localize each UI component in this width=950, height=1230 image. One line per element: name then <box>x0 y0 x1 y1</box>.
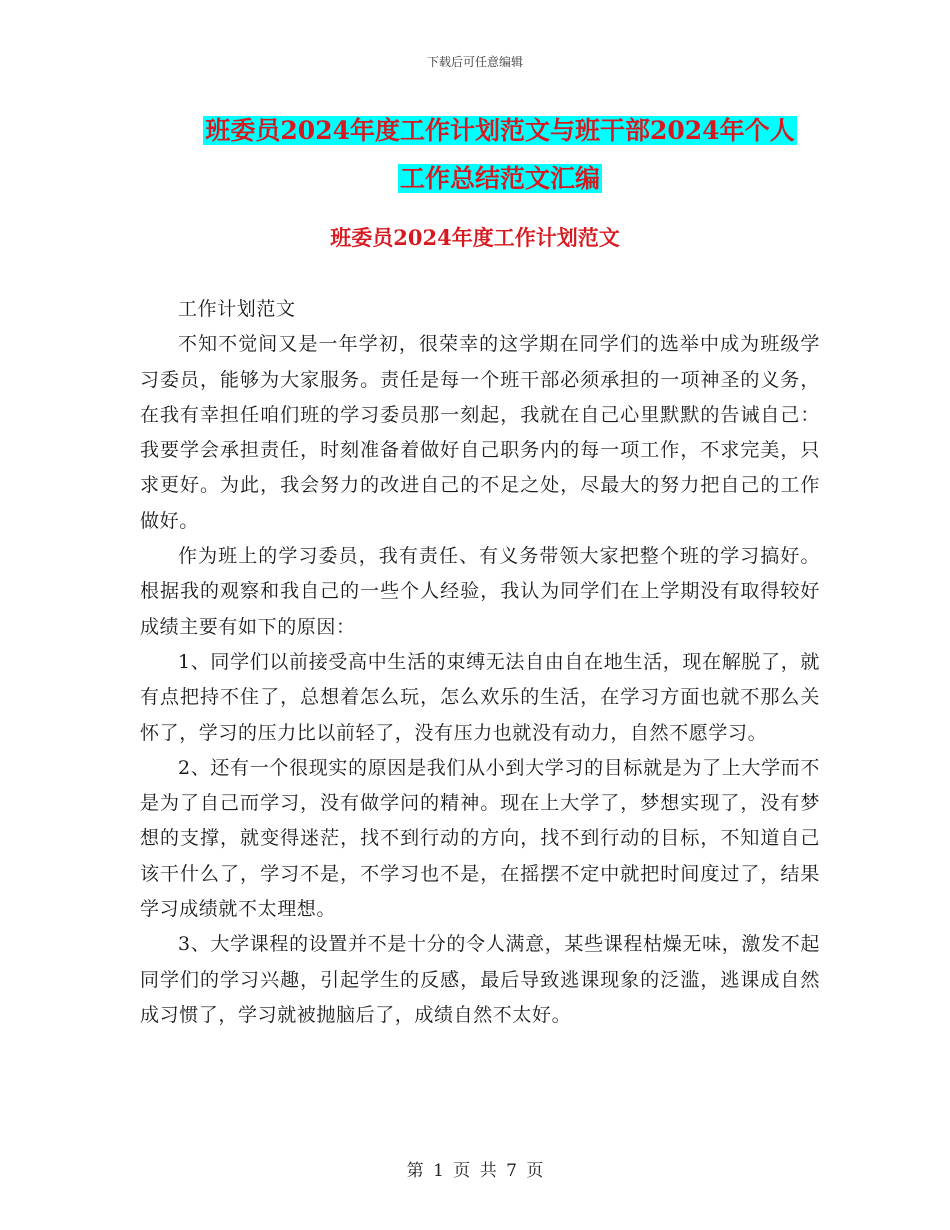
document-title <box>140 107 860 203</box>
page-number-indicator: 第 1 页 共 7 页 <box>406 1161 544 1181</box>
document-body <box>140 292 820 1033</box>
paragraph-list-item-2: 2、还有一个很现实的原因是我们从小到大学习的目标就是为了上大学而不是为了自己而学习，没有做学问的精神。现在上大学了，梦想实现了，没有梦想的支撑，就变得迷茫，找不到行动的方向，找不到行动的目标，不知道自己该干什么了，学习不是，不学习也不是，在摇摆不定中就把时间度过了，结果学习成绩就不太理想。 <box>140 756 820 921</box>
paragraph-subheading: 工作计划范文 <box>178 298 296 320</box>
section-title: 班委员2024年度工作计划范文 <box>330 225 620 250</box>
paragraph: 不知不觉间又是一年学初，很荣幸的这学期在同学们的选举中成为班级学习委员，能够为大家服务。责任是每一个班干部必须承担的一项神圣的义务，在我有幸担任咱们班的学习委员那一刻起，我就在自己心里默默的告诫自己：我要学会承担责任，时刻准备着做好自己职务内的每一项工作，不求完美，只求更好。为此，我会努力的改进自己的不足之处，尽最大的努力把自己的工作做好。 <box>140 333 820 532</box>
document-title-line-2: 工作总结范文汇编 <box>399 164 600 193</box>
paragraph-list-item-1: 1、同学们以前接受高中生活的束缚无法自由自在地生活，现在解脱了，就有点把持不住了，总想着怎么玩，怎么欢乐的生活，在学习方面也就不那么关怀了，学习的压力比以前轻了，没有压力也就没有动力，自然不愿学习。 <box>140 650 820 744</box>
paragraph-list-item-3: 3、大学课程的设置并不是十分的令人满意，某些课程枯燥无味，激发不起同学们的学习兴趣，引起学生的反感，最后导致逃课现象的泛滥，逃课成自然成习惯了，学习就被抛脑后了，成绩自然不太好。 <box>140 933 820 1026</box>
document-title-line-1: 班委员2024年度工作计划范文与班干部2024年个人 <box>205 116 795 145</box>
paragraph: 作为班上的学习委员，我有责任、有义务带领大家把整个班的学习搞好。根据我的观察和我自己的一些个人经验，我认为同学们在上学期没有取得较好成绩主要有如下的原因： <box>140 545 820 638</box>
page-header-note: 下载后可任意编辑 <box>426 55 523 69</box>
